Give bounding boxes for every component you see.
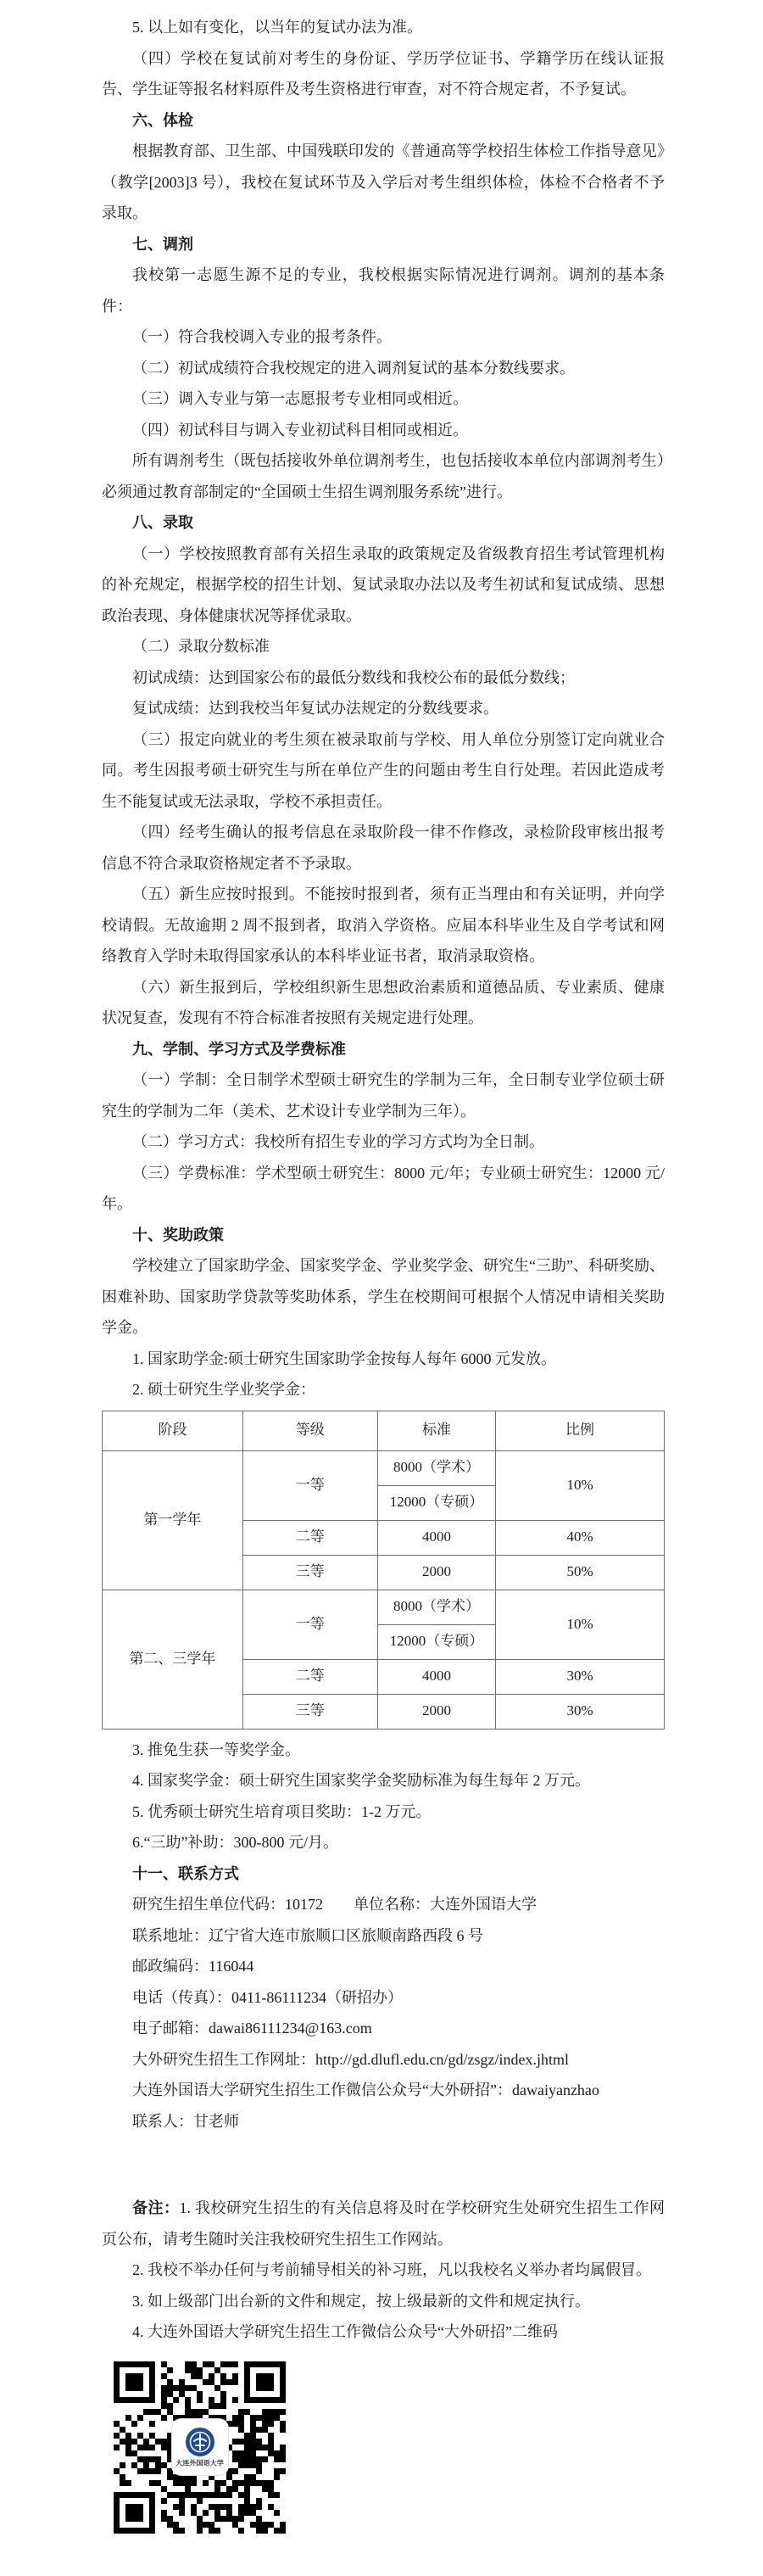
paragraph: （五）新生应按时报到。不能按时报到者，须有正当理由和有关证明，并向学校请假。无故逾期 2 周不报到者，取消入学资格。应届本科毕业生及自学考试和网络教育入学时未取得国家承认的本科毕业证书者，取消录取资格。 [102,886,665,964]
table-header-tier: 等级 [242,1411,377,1450]
table-cell-ratio: 50% [496,1555,665,1590]
table-cell-standard: 4000 [377,1520,495,1555]
table-header-standard: 标准 [377,1411,495,1450]
contact-line-person: 联系人：甘老师 [132,2112,239,2130]
table-cell-tier: 一等 [242,1450,377,1520]
table-cell-standard: 12000（专硕） [377,1485,495,1520]
contact-line-website: 大外研究生招生工作网址：http://gd.dlufl.edu.cn/gd/zsgz/index.jhtml [132,2050,569,2068]
table-cell-tier: 三等 [242,1694,377,1729]
notes-item: 3. 如上级部门出台新的文件和规定，按上级最新的文件和规定执行。 [132,2292,590,2310]
contact-line-phone: 电话（传真）：0411-86111234（研招办） [132,1988,403,2006]
table-cell-tier: 二等 [242,1659,377,1694]
contact-line-email: 电子邮箱：dawai86111234@163.com [132,2020,372,2037]
table-cell-standard: 8000（学术） [377,1590,495,1624]
table-cell-standard: 12000（专硕） [377,1624,495,1659]
table-cell-stage: 第二、三学年 [103,1590,243,1729]
table-cell-ratio: 40% [496,1520,665,1555]
list-item: 4. 国家奖学金：硕士研究生国家奖学金奖励标准为每生每年 2 万元。 [132,1772,590,1789]
notes-item: 4. 大连外国语大学研究生招生工作微信公众号“大外研招”二维码 [132,2323,558,2340]
list-item: 6.“三助”补助：300-800 元/月。 [132,1834,338,1851]
notes-text: 1. 我校研究生招生的有关信息将及时在学校研究生处研究生招生工作网页公布，请考生随时关注我校研究生招生工作网站。 [102,2199,666,2248]
contact-line-postcode: 邮政编码：116044 [132,1958,254,1975]
paragraph: （一）学校按照教育部有关招生录取的政策规定及省级教育招生考试管理机构的补充规定，根据学校的招生计划、复试录取办法以及考生初试和复试成绩、思想政治表现、身体健康状况等择优录取。 [102,545,665,624]
list-item: （一）学制：全日制学术型硕士研究生的学制为三年，全日制专业学位硕士研究生的学制为二年（美术、艺术设计专业学制为三年）。 [102,1071,665,1120]
table-cell-stage: 第一学年 [103,1450,243,1590]
qr-center-logo [171,2418,229,2476]
list-item: （四）初试科目与调入专业初试科目相同或相近。 [132,421,468,439]
contact-line-address: 联系地址：辽宁省大连市旅顺口区旅顺南路西段 6 号 [132,1926,483,1944]
qr-code [114,2361,286,2534]
table-row [103,1590,665,1624]
list-item: 1. 国家助学金:硕士研究生国家助学金按每人每年 6000 元发放。 [132,1349,556,1367]
list-item: 3. 推免生获一等奖学金。 [132,1741,300,1758]
table-cell-standard: 2000 [377,1555,495,1590]
paragraph: 5. 以上如有变化，以当年的复试办法为准。 [132,19,422,36]
vertical-spacer [102,2137,665,2193]
table-cell-ratio: 10% [496,1450,665,1520]
paragraph: （四）经考生确认的报考信息在录取阶段一律不作修改，录检阶段审核出报考信息不符合录取资格规定者不予录取。 [102,824,665,872]
paragraph: （二）录取分数标准 [132,638,270,655]
table-cell-standard: 2000 [377,1694,495,1729]
table-header-stage: 阶段 [103,1411,243,1450]
paragraph: 我校第一志愿生源不足的专业，我校根据实际情况进行调剂。调剂的基本条件： [102,266,665,315]
list-item: 2. 硕士研究生学业奖学金： [132,1381,315,1398]
notes-paragraph [102,2193,665,2255]
table-cell-ratio: 10% [496,1590,665,1659]
table-header-ratio: 比例 [496,1411,665,1450]
section-heading-funding: 十、奖助政策 [132,1226,224,1243]
list-item: （二）学习方式：我校所有招生专业的学习方式均为全日制。 [132,1133,544,1150]
scholarship-table [102,1411,665,1729]
paragraph: 学校建立了国家助学金、国家奖学金、学业奖学金、研究生“三助”、科研奖励、困难补助、国家助学贷款等奖助体系，学生在校期间可根据个人情况申请相关奖助学金。 [102,1257,665,1336]
table-cell-tier: 三等 [242,1555,377,1590]
table-cell-tier: 二等 [242,1520,377,1555]
university-emblem-icon [185,2427,215,2457]
qr-logo-text: 大连外国语大学 [175,2459,224,2467]
contact-line-unit: 研究生招生单位代码：10172 单位名称：大连外国语大学 [132,1896,537,1913]
table-cell-ratio: 30% [496,1694,665,1729]
notes-label: 备注： [132,2199,180,2216]
list-item: （三）学费标准：学术型硕士研究生：8000 元/年；专业硕士研究生：12000 元/年。 [102,1164,665,1212]
list-item: （二）初试成绩符合我校规定的进入调剂复试的基本分数线要求。 [132,359,575,377]
paragraph: 复试成绩：达到我校当年复试办法规定的分数线要求。 [132,700,498,717]
paragraph: （六）新生报到后，学校组织新生思想政治素质和道德品质、专业素质、健康状况复查，发现有不符合标准者按照有关规定进行处理。 [102,978,665,1026]
section-heading-physical-exam: 六、体检 [132,111,193,129]
table-cell-ratio: 30% [496,1659,665,1694]
paragraph: （四）学校在复试前对考生的身份证、学历学位证书、学籍学历在线认证报告、学生证等报名材料原件及考生资格进行审查，对不符合规定者，不予复试。 [102,49,665,98]
section-heading-duration-tuition: 九、学制、学习方式及学费标准 [132,1040,346,1058]
paragraph: 根据教育部、卫生部、中国残联印发的《普通高等学校招生体检工作指导意见》（教学[2003]3 号），我校在复试环节及入学后对考生组织体检，体检不合格者不予录取。 [102,142,665,221]
paragraph: （三）报定向就业的考生须在被录取前与学校、用人单位分别签订定向就业合同。考生因报考硕士研究生与所在单位产生的问题由考生自行处理。若因此造成考生不能复试或无法录取，学校不承担责任。 [102,730,665,810]
list-item: （三）调入专业与第一志愿报考专业相同或相近。 [132,390,468,407]
section-heading-adjustment: 七、调剂 [132,235,193,253]
table-cell-standard: 8000（学术） [377,1450,495,1485]
table-header-row [103,1411,665,1450]
notes-item: 2. 我校不举办任何与考前辅导相关的补习班，凡以我校名义举办者均属假冒。 [132,2261,651,2278]
contact-line-wechat: 大连外国语大学研究生招生工作微信公众号“大外研招”：dawaiyanzhao [132,2081,599,2098]
table-cell-standard: 4000 [377,1659,495,1694]
list-item: （一）符合我校调入专业的报考条件。 [132,328,392,345]
paragraph: 初试成绩：达到国家公布的最低分数线和我校公布的最低分数线； [132,668,575,686]
section-heading-contact: 十一、联系方式 [132,1864,239,1882]
table-cell-tier: 一等 [242,1590,377,1659]
list-item: 5. 优秀硕士研究生培育项目奖助：1-2 万元。 [132,1802,432,1820]
paragraph: 所有调剂考生（既包括接收外单位调剂考生，也包括接收本单位内部调剂考生）必须通过教育部制定的“全国硕士生招生调剂服务系统”进行。 [102,452,665,500]
section-heading-admission: 八、录取 [132,514,193,531]
table-row [103,1450,665,1485]
